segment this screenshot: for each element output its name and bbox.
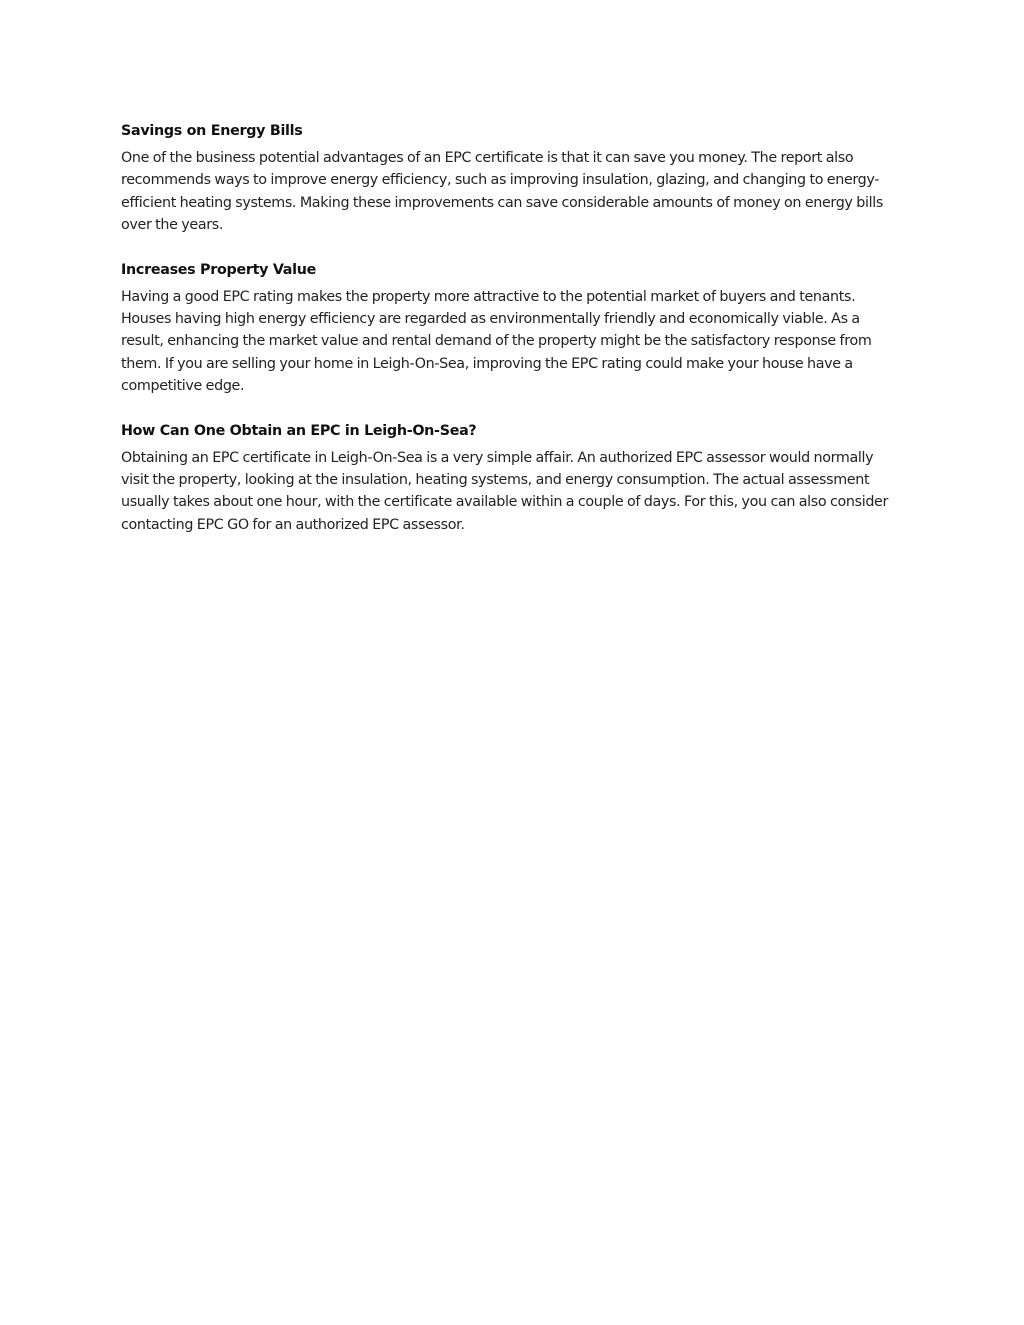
section-obtain-epc	[121, 420, 891, 537]
document-page	[121, 120, 891, 558]
section-heading: How Can One Obtain an EPC in Leigh-On-Sea?	[121, 422, 477, 439]
section-property-value	[121, 259, 891, 398]
section-paragraph: Obtaining an EPC certificate in Leigh-On-Sea is a very simple affair. An authorized EPC assessor would normally visit the property, looking at the insulation, heating systems, and energy consumption. The actual assessment usually takes about one hour, with the certificate available within a couple of days. For this, you can also consider contacting EPC GO for an authorized EPC assessor.	[121, 449, 889, 533]
section-paragraph: Having a good EPC rating makes the property more attractive to the potential market of buyers and tenants. Houses having high energy efficiency are regarded as environmentally friendly and economically viable. As a result, enhancing the market value and rental demand of the property might be the satisfactory response from them. If you are selling your home in Leigh-On-Sea, improving the EPC rating could make your house have a competitive edge.	[121, 288, 872, 395]
section-energy-bills	[121, 120, 891, 237]
section-paragraph: One of the business potential advantages of an EPC certificate is that it can save you money. The report also recommends ways to improve energy efficiency, such as improving insulation, glazing, and changing to energy-efficient heating systems. Making these improvements can save considerable amounts of money on energy bills over the years.	[121, 150, 883, 234]
section-heading: Increases Property Value	[121, 261, 317, 278]
section-heading: Savings on Energy Bills	[121, 123, 303, 139]
